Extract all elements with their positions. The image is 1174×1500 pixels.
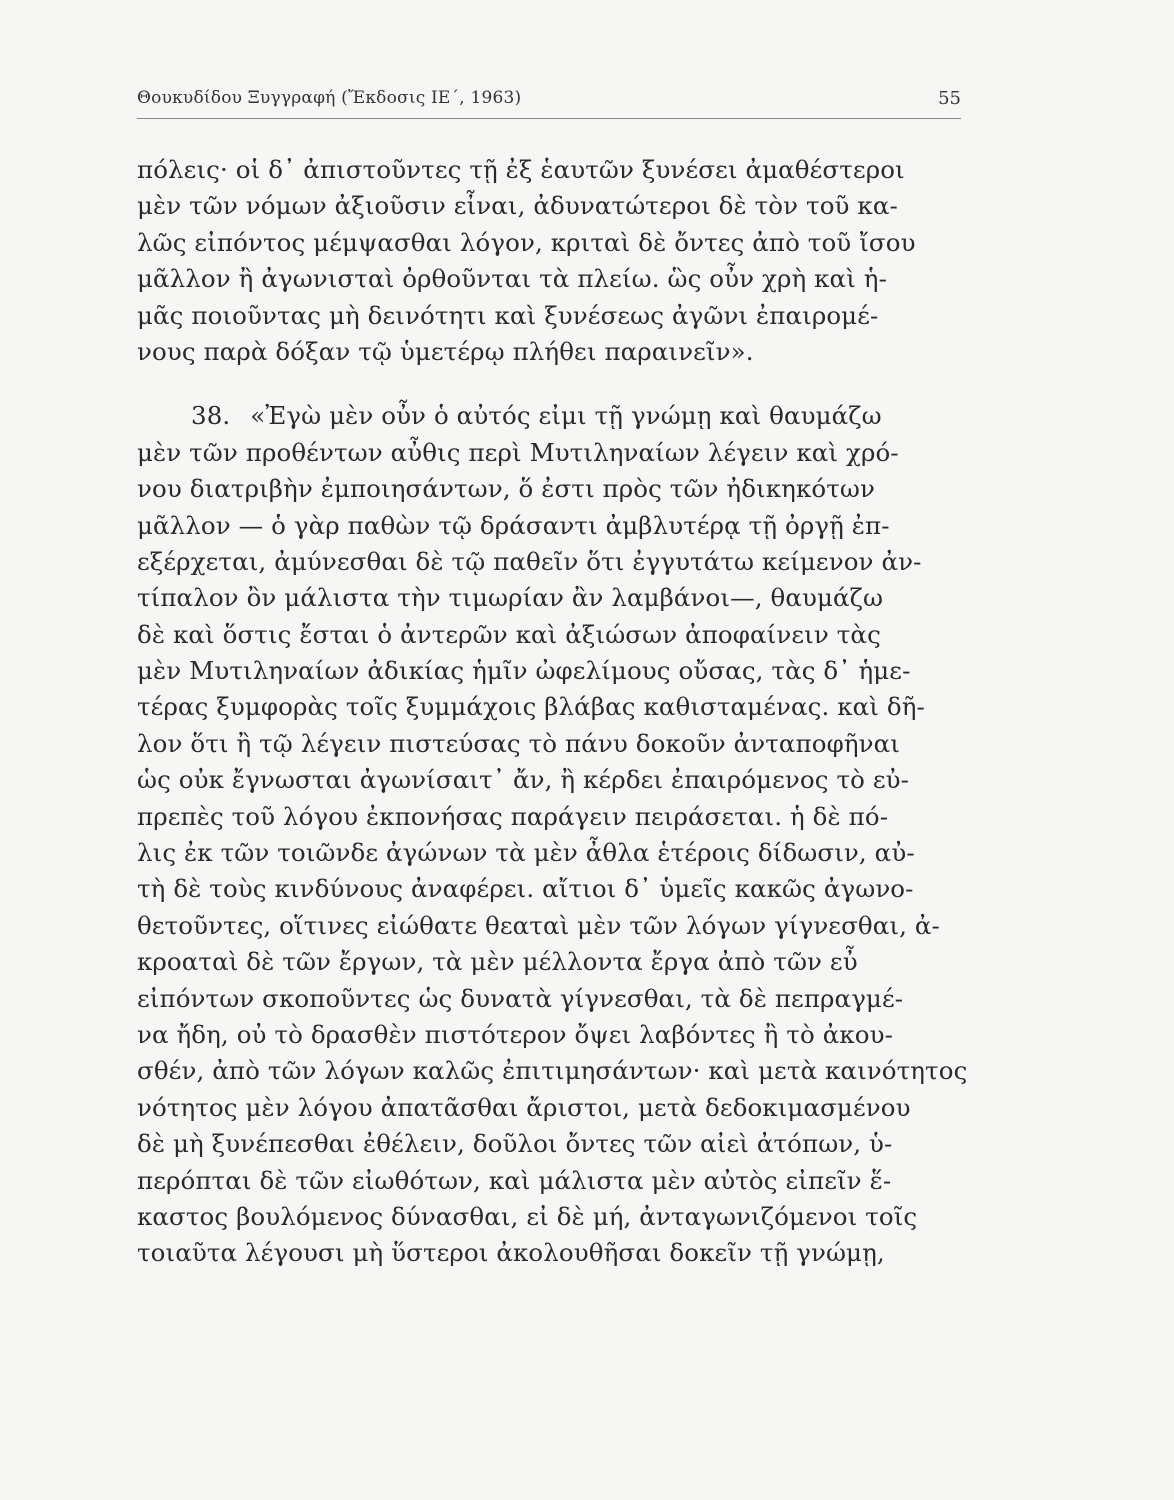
text-line: καστος βουλόμενος δύνασθαι, εἰ δὲ μή, ἀνταγωνιζόμενοι τοῖς — [137, 1201, 918, 1231]
text-line: «Ἐγὼ μὲν οὖν ὁ αὐτός εἰμι τῇ γνώμῃ καὶ θαυμάζω — [250, 401, 882, 431]
main-text — [137, 152, 973, 1272]
text-line: νου διατριβὴν ἐμποιησάντων, ὅ ἐστι πρὸς τῶν ἠδικηκότων — [137, 474, 875, 504]
text-line: τέρας ξυμφορὰς τοῖς ξυμμάχοις βλάβας καθισταμένας. καὶ δῆ- — [137, 692, 925, 722]
text-line: περόπται δὲ τῶν εἰωθότων, καὶ μάλιστα μὲν αὐτὸς εἰπεῖν ἕ- — [137, 1165, 892, 1195]
text-line: μᾶς ποιοῦντας μὴ δεινότητι καὶ ξυνέσεως ἀγῶνι ἐπαιρομέ- — [137, 300, 879, 330]
text-line: πρεπὲς τοῦ λόγου ἐκπονήσας παράγειν πειράσεται. ἡ δὲ πό- — [137, 801, 889, 831]
text-line: λον ὅτι ἢ τῷ λέγειν πιστεύσας τὸ πάνυ δοκοῦν ἀνταποφῆναι — [137, 728, 900, 758]
text-line: τοιαῦτα λέγουσι μὴ ὕστεροι ἀκολουθῆσαι δοκεῖν τῇ γνώμῃ, — [137, 1238, 885, 1268]
text-line: μὲν τῶν νόμων ἀξιοῦσιν εἶναι, ἀδυνατώτεροι δὲ τὸν τοῦ κα- — [137, 191, 898, 221]
text-line: μὲν τῶν προθέντων αὖθις περὶ Μυτιληναίων λέγειν καὶ χρό- — [137, 437, 899, 467]
text-line: λῶς εἰπόντος μέμψασθαι λόγον, κριταὶ δὲ ὄντες ἀπὸ τοῦ ἴσου — [137, 227, 916, 257]
text-line: μὲν Μυτιληναίων ἀδικίας ἡμῖν ὠφελίμους οὔσας, τὰς δ᾽ ἡμε- — [137, 656, 911, 686]
section-first-line — [137, 398, 973, 434]
text-line: μᾶλλον — ὁ γὰρ παθὼν τῷ δράσαντι ἀμβλυτέρᾳ τῇ ὀργῇ ἐπ- — [137, 510, 890, 540]
page-header — [137, 88, 961, 119]
section-number: 38. — [191, 401, 231, 431]
text-line: κροαταὶ δὲ τῶν ἔργων, τὰ μὲν μέλλοντα ἔργα ἀπὸ τῶν εὖ — [137, 947, 858, 977]
text-line: νότητος μὲν λόγου ἀπατᾶσθαι ἄριστοι, μετὰ δεδοκιμασμένου — [137, 1092, 911, 1122]
text-line: πόλεις· οἱ δ᾽ ἀπιστοῦντες τῇ ἐξ ἑαυτῶν ξυνέσει ἀμαθέστεροι — [137, 155, 905, 184]
page-number: 55 — [938, 88, 961, 109]
text-line: εξέρχεται, ἀμύνεσθαι δὲ τῷ παθεῖν ὅτι ἐγγυτάτω κείμενον ἀν- — [137, 546, 922, 576]
text-line: ὡς οὐκ ἔγνωσται ἀγωνίσαιτ᾽ ἄν, ἢ κέρδει ἐπαιρόμενος τὸ εὐ- — [137, 765, 910, 795]
text-line: δὲ μὴ ξυνέπεσθαι ἐθέλειν, δοῦλοι ὄντες τῶν αἰεὶ ἀτόπων, ὑ- — [137, 1129, 893, 1159]
text-line: μᾶλλον ἢ ἀγωνισταὶ ὀρθοῦνται τὰ πλείω. ὣς οὖν χρὴ καὶ ἡ- — [137, 264, 887, 294]
text-line: να ἤδη, οὐ τὸ δρασθὲν πιστότερον ὄψει λαβόντες ἢ τὸ ἀκου- — [137, 1019, 893, 1049]
text-line: τίπαλον ὂν μάλιστα τὴν τιμωρίαν ἂν λαμβάνοι—, θαυμάζω — [137, 583, 884, 613]
text-line: θετοῦντες, οἵτινες εἰώθατε θεαταὶ μὲν τῶν λόγων γίγνεσθαι, ἀ- — [137, 910, 940, 940]
text-line: νους παρὰ δόξαν τῷ ὑμετέρῳ πλήθει παραινεῖν». — [137, 336, 754, 366]
text-line: λις ἐκ τῶν τοιῶνδε ἀγώνων τὰ μὲν ἆθλα ἑτέροις δίδωσιν, αὐ- — [137, 838, 915, 868]
text-line: σθέν, ἀπὸ τῶν λόγων καλῶς ἐπιτιμησάντων· καὶ μετὰ καινότητος — [137, 1056, 968, 1086]
text-line: δὲ καὶ ὅστις ἔσται ὁ ἀντερῶν καὶ ἀξιώσων ἀποφαίνειν τὰς — [137, 619, 881, 649]
text-line: τὴ δὲ τοὺς κινδύνους ἀναφέρει. αἴτιοι δ᾽ ὑμεῖς κακῶς ἀγωνο- — [137, 874, 914, 904]
running-head: Θουκυδίδου Ξυγγραφή (Ἔκδοσις ΙΕ΄, 1963) — [137, 88, 522, 108]
text-line: εἰπόντων σκοποῦντες ὡς δυνατὰ γίγνεσθαι, τὰ δὲ πεπραγμέ- — [137, 983, 904, 1013]
